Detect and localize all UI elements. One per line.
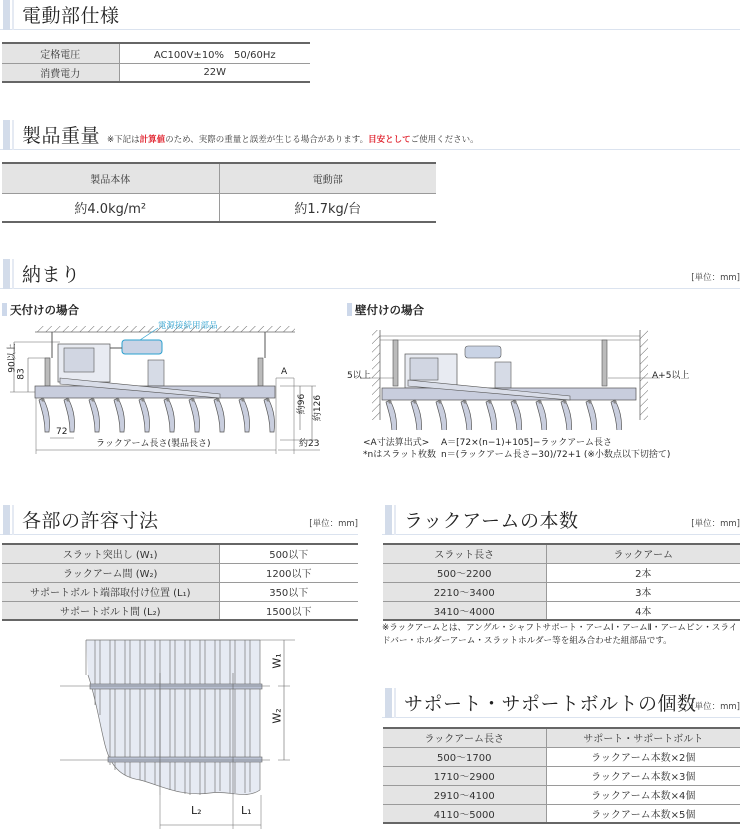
support-qty: ラックアーム本数×2個 xyxy=(546,747,740,766)
note-emphasis: 目安として xyxy=(368,135,411,145)
row-label: サポートボルト端部取付け位置 (L₁) xyxy=(2,582,219,601)
weight-table xyxy=(2,162,436,223)
section-title: 製品重量 xyxy=(22,125,101,147)
row-label: 定格電圧 xyxy=(2,43,119,63)
row-label: スラット突出し (W₁) xyxy=(2,544,219,563)
unit-label: [単位：mm] xyxy=(691,702,740,712)
header-accent-bar-thin xyxy=(12,0,14,30)
section-header-electric-spec xyxy=(0,0,740,30)
header-accent-bar-thin xyxy=(394,688,396,718)
section-title: サポート・サポートボルトの個数 xyxy=(404,693,697,715)
note-emphasis: 計算値 xyxy=(139,135,166,145)
table-row xyxy=(383,785,740,804)
dim-a-label: A xyxy=(281,367,288,377)
row-value: 1500以下 xyxy=(219,601,358,620)
rack-arm-note: ※ラックアームとは、アングル・シャフトサポート・アームⅠ・アームⅡ・アームピン・スライドバー・ホルダーアーム・スラットホルダー等を組み合わせた組部品です。 xyxy=(382,623,738,646)
slat-length-range: 2210～3400 xyxy=(383,582,546,601)
header-accent-bar-thin xyxy=(394,505,396,535)
section-header-rack-arm-count xyxy=(382,505,740,535)
table-row xyxy=(2,582,358,601)
table-row xyxy=(2,193,436,222)
table-header-row xyxy=(383,544,740,563)
unit-label: [単位：mm] xyxy=(691,273,740,283)
rack-arm-length-range: 2910～4100 xyxy=(383,785,546,804)
header-accent-bar xyxy=(3,259,10,289)
table-row xyxy=(2,63,310,82)
dim-l1-label: L₁ xyxy=(241,804,252,817)
support-qty: ラックアーム本数×5個 xyxy=(546,804,740,823)
slat-length-range: 500～2200 xyxy=(383,563,546,582)
section-title: ラックアームの本数 xyxy=(404,510,579,532)
support-qty: ラックアーム本数×4個 xyxy=(546,785,740,804)
subtitle-ceiling-mount: 天付けの場合 xyxy=(2,302,79,318)
table-row xyxy=(383,563,740,582)
column-header: 電動部 xyxy=(219,163,436,193)
table-row xyxy=(383,747,740,766)
note-text: ※下記は xyxy=(107,135,140,145)
row-label: 消費電力 xyxy=(2,63,119,82)
section-header-weight xyxy=(0,120,740,150)
rack-arm-length-range: 1710～2900 xyxy=(383,766,546,785)
weight-note xyxy=(107,133,479,145)
slat-length-range: 3410～4000 xyxy=(383,601,546,620)
support-count-table xyxy=(383,727,740,824)
table-row xyxy=(383,582,740,601)
column-header: ラックアーム長さ xyxy=(383,728,546,747)
table-header-row xyxy=(2,163,436,193)
header-accent-bar-thin xyxy=(12,259,14,289)
dim-wall-left-label: 5以上 xyxy=(347,371,371,381)
subtitle-wall-mount: 壁付けの場合 xyxy=(347,302,424,318)
column-header: ラックアーム xyxy=(546,544,740,563)
table-row xyxy=(383,804,740,823)
dim-126-label: 約126 xyxy=(313,394,324,422)
row-value: 350以下 xyxy=(219,582,358,601)
dim-83-label: 83 xyxy=(16,368,27,380)
header-accent-bar xyxy=(385,505,392,535)
table-row xyxy=(383,601,740,620)
dim-wall-right-label: A+5以上 xyxy=(652,371,690,381)
dim-96-label: 約96 xyxy=(297,393,308,415)
header-accent-bar xyxy=(3,0,10,30)
note-text: のため、実際の重量と誤差が生じる場合があります。 xyxy=(165,135,369,145)
dim-w1-label: W₁ xyxy=(270,653,284,669)
row-value: 500以下 xyxy=(219,544,358,563)
dim-72-label: 72 xyxy=(56,427,68,437)
table-row xyxy=(383,766,740,785)
formula-n-label: *nはスラット枚数 xyxy=(363,450,437,460)
rack-arm-qty: 3本 xyxy=(546,582,740,601)
table-row xyxy=(2,544,358,563)
wall-mount-diagram xyxy=(360,330,660,430)
table-row xyxy=(2,601,358,620)
formula-a-label: <A寸法算出式> xyxy=(363,438,430,448)
section-header-support-count xyxy=(382,688,740,718)
row-label: ラックアーム間 (W₂) xyxy=(2,563,219,582)
dim-90-label: 90以上 xyxy=(7,343,18,373)
electric-spec-table xyxy=(2,42,310,83)
header-accent-bar-thin xyxy=(12,120,14,150)
section-title: 納まり xyxy=(22,264,81,286)
unit-label: [単位：mm] xyxy=(691,519,740,529)
header-accent-bar xyxy=(3,505,10,535)
column-header: スラット長さ xyxy=(383,544,546,563)
ceiling-mount-diagram xyxy=(0,318,340,458)
rack-arm-length-range: 500～1700 xyxy=(383,747,546,766)
rack-arm-length-range: 4110～5000 xyxy=(383,804,546,823)
rack-arm-count-table xyxy=(383,543,740,621)
section-header-installation xyxy=(0,259,740,289)
row-value: 22W xyxy=(119,63,310,82)
rack-arm-qty: 4本 xyxy=(546,601,740,620)
dim-w2-label: W₂ xyxy=(270,708,284,724)
note-text: ご使用ください。 xyxy=(410,135,479,145)
rack-arm-qty: 2本 xyxy=(546,563,740,582)
header-accent-bar xyxy=(3,120,10,150)
column-header: サポート・サポートボルト xyxy=(546,728,740,747)
section-title: 電動部仕様 xyxy=(22,5,120,27)
unit-label: [単位：mm] xyxy=(309,519,358,529)
header-accent-bar xyxy=(385,688,392,718)
header-accent-bar-thin xyxy=(12,505,14,535)
row-value: 1200以下 xyxy=(219,563,358,582)
table-row xyxy=(2,563,358,582)
weight-motor-value: 約1.7kg/台 xyxy=(219,193,436,222)
table-header-row xyxy=(383,728,740,747)
column-header: 製品本体 xyxy=(2,163,219,193)
dim-23-label: 約23 xyxy=(299,439,320,449)
power-connector-label: 電源接続用部品 xyxy=(158,321,218,331)
row-label: サポートボルト間 (L₂) xyxy=(2,601,219,620)
row-value: AC100V±10% 50/60Hz xyxy=(119,43,310,63)
support-qty: ラックアーム本数×3個 xyxy=(546,766,740,785)
formula-a: A＝[72×(n−1)+105]−ラックアーム長さ xyxy=(441,438,612,448)
formula-n: n＝(ラックアーム長さ−30)/72+1 (※小数点以下切捨て) xyxy=(441,450,671,460)
table-row xyxy=(2,43,310,63)
dim-l2-label: L₂ xyxy=(191,804,202,817)
weight-body-value: 約4.0kg/m² xyxy=(2,193,219,222)
dim-rack-arm-length-label: ラックアーム長さ(製品長さ) xyxy=(96,439,211,449)
tolerance-table xyxy=(2,543,358,621)
section-title: 各部の許容寸法 xyxy=(22,510,159,532)
section-header-tolerance xyxy=(0,505,358,535)
